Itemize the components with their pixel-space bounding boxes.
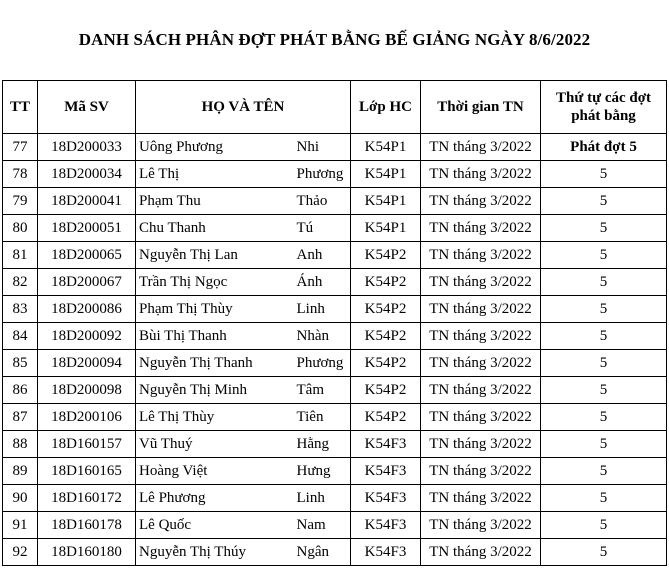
cell-ma-sv: 18D160180 xyxy=(38,539,136,566)
cell-thoi-gian: TN tháng 3/2022 xyxy=(421,377,541,404)
cell-tt: 78 xyxy=(3,161,38,188)
cell-ho: Phạm Thị Thùy xyxy=(136,296,296,323)
table-row xyxy=(3,539,667,566)
cell-tt: 87 xyxy=(3,404,38,431)
cell-thoi-gian: TN tháng 3/2022 xyxy=(421,539,541,566)
table-row xyxy=(3,431,667,458)
cell-dot: 5 xyxy=(541,296,667,323)
cell-tt: 80 xyxy=(3,215,38,242)
header-ma-sv: Mã SV xyxy=(38,81,136,134)
cell-dot: 5 xyxy=(541,188,667,215)
cell-dot: 5 xyxy=(541,539,667,566)
cell-lop: K54P2 xyxy=(351,296,421,323)
cell-dot: 5 xyxy=(541,350,667,377)
cell-lop: K54F3 xyxy=(351,458,421,485)
cell-lop: K54P1 xyxy=(351,134,421,161)
table-row xyxy=(3,242,667,269)
cell-ten: Ánh xyxy=(296,269,351,296)
cell-lop: K54P1 xyxy=(351,215,421,242)
cell-dot: Phát đợt 5 xyxy=(541,134,667,161)
cell-tt: 84 xyxy=(3,323,38,350)
cell-dot: 5 xyxy=(541,431,667,458)
cell-ho: Hoàng Việt xyxy=(136,458,296,485)
cell-ma-sv: 18D200051 xyxy=(38,215,136,242)
cell-lop: K54F3 xyxy=(351,431,421,458)
cell-ma-sv: 18D160157 xyxy=(38,431,136,458)
table-row xyxy=(3,323,667,350)
cell-tt: 83 xyxy=(3,296,38,323)
table-row xyxy=(3,485,667,512)
cell-dot: 5 xyxy=(541,242,667,269)
cell-ma-sv: 18D200092 xyxy=(38,323,136,350)
cell-ho: Lê Phương xyxy=(136,485,296,512)
cell-ten: Phương xyxy=(296,350,351,377)
cell-ho: Bùi Thị Thanh xyxy=(136,323,296,350)
cell-lop: K54P2 xyxy=(351,404,421,431)
table-row xyxy=(3,134,667,161)
cell-ten: Tiên xyxy=(296,404,351,431)
cell-ten: Anh xyxy=(296,242,351,269)
cell-tt: 89 xyxy=(3,458,38,485)
student-table xyxy=(2,80,667,566)
cell-ten: Hưng xyxy=(296,458,351,485)
cell-dot: 5 xyxy=(541,512,667,539)
cell-tt: 81 xyxy=(3,242,38,269)
cell-ma-sv: 18D200098 xyxy=(38,377,136,404)
table-row xyxy=(3,350,667,377)
cell-thoi-gian: TN tháng 3/2022 xyxy=(421,188,541,215)
cell-ho: Uông Phương xyxy=(136,134,296,161)
cell-thoi-gian: TN tháng 3/2022 xyxy=(421,458,541,485)
cell-ten: Nam xyxy=(296,512,351,539)
header-lop: Lớp HC xyxy=(351,81,421,134)
cell-ten: Tú xyxy=(296,215,351,242)
cell-lop: K54F3 xyxy=(351,485,421,512)
cell-dot: 5 xyxy=(541,404,667,431)
cell-ma-sv: 18D160178 xyxy=(38,512,136,539)
table-row xyxy=(3,458,667,485)
cell-ho: Nguyễn Thị Lan xyxy=(136,242,296,269)
cell-tt: 90 xyxy=(3,485,38,512)
cell-ho: Lê Quốc xyxy=(136,512,296,539)
cell-ma-sv: 18D200086 xyxy=(38,296,136,323)
table-row xyxy=(3,161,667,188)
cell-dot: 5 xyxy=(541,215,667,242)
cell-ten: Ngân xyxy=(296,539,351,566)
table-row xyxy=(3,404,667,431)
cell-ma-sv: 18D200033 xyxy=(38,134,136,161)
cell-lop: K54P2 xyxy=(351,377,421,404)
cell-ten: Nhàn xyxy=(296,323,351,350)
header-thu-tu: Thứ tự các đợt phát bằng xyxy=(541,81,667,134)
cell-thoi-gian: TN tháng 3/2022 xyxy=(421,350,541,377)
cell-thoi-gian: TN tháng 3/2022 xyxy=(421,485,541,512)
cell-tt: 91 xyxy=(3,512,38,539)
cell-tt: 86 xyxy=(3,377,38,404)
cell-thoi-gian: TN tháng 3/2022 xyxy=(421,323,541,350)
cell-ho: Lê Thị Thùy xyxy=(136,404,296,431)
cell-thoi-gian: TN tháng 3/2022 xyxy=(421,161,541,188)
cell-ten: Hằng xyxy=(296,431,351,458)
cell-lop: K54P1 xyxy=(351,161,421,188)
cell-tt: 85 xyxy=(3,350,38,377)
cell-lop: K54P2 xyxy=(351,323,421,350)
cell-ten: Linh xyxy=(296,485,351,512)
cell-thoi-gian: TN tháng 3/2022 xyxy=(421,404,541,431)
cell-lop: K54P2 xyxy=(351,269,421,296)
cell-ma-sv: 18D160172 xyxy=(38,485,136,512)
cell-thoi-gian: TN tháng 3/2022 xyxy=(421,242,541,269)
cell-tt: 77 xyxy=(3,134,38,161)
cell-ho: Nguyễn Thị Thanh xyxy=(136,350,296,377)
cell-tt: 79 xyxy=(3,188,38,215)
table-row xyxy=(3,188,667,215)
page-title: DANH SÁCH PHÂN ĐỢT PHÁT BẰNG BẾ GIẢNG NGÀY 8/6/2022 xyxy=(78,30,591,49)
cell-dot: 5 xyxy=(541,485,667,512)
cell-dot: 5 xyxy=(541,269,667,296)
cell-ho: Nguyễn Thị Minh xyxy=(136,377,296,404)
cell-lop: K54P2 xyxy=(351,242,421,269)
cell-tt: 82 xyxy=(3,269,38,296)
cell-ma-sv: 18D200067 xyxy=(38,269,136,296)
cell-ho: Chu Thanh xyxy=(136,215,296,242)
cell-ten: Tâm xyxy=(296,377,351,404)
cell-thoi-gian: TN tháng 3/2022 xyxy=(421,512,541,539)
cell-ma-sv: 18D200034 xyxy=(38,161,136,188)
cell-dot: 5 xyxy=(541,458,667,485)
table-row xyxy=(3,377,667,404)
cell-dot: 5 xyxy=(541,377,667,404)
table-row xyxy=(3,296,667,323)
cell-ten: Thảo xyxy=(296,188,351,215)
cell-ten: Linh xyxy=(296,296,351,323)
cell-ho: Lê Thị xyxy=(136,161,296,188)
cell-ho: Vũ Thuý xyxy=(136,431,296,458)
cell-dot: 5 xyxy=(541,323,667,350)
table-body xyxy=(3,134,667,566)
cell-ten: Phương xyxy=(296,161,351,188)
cell-lop: K54F3 xyxy=(351,539,421,566)
cell-lop: K54P1 xyxy=(351,188,421,215)
header-thoi-gian: Thời gian TN xyxy=(421,81,541,134)
cell-ma-sv: 18D160165 xyxy=(38,458,136,485)
cell-ma-sv: 18D200065 xyxy=(38,242,136,269)
header-ho-ten: HỌ VÀ TÊN xyxy=(136,81,351,134)
cell-lop: K54P2 xyxy=(351,350,421,377)
table-row xyxy=(3,269,667,296)
cell-lop: K54F3 xyxy=(351,512,421,539)
cell-thoi-gian: TN tháng 3/2022 xyxy=(421,296,541,323)
header-row xyxy=(3,81,667,134)
cell-thoi-gian: TN tháng 3/2022 xyxy=(421,431,541,458)
cell-tt: 92 xyxy=(3,539,38,566)
cell-tt: 88 xyxy=(3,431,38,458)
cell-dot: 5 xyxy=(541,161,667,188)
table-row xyxy=(3,512,667,539)
cell-ma-sv: 18D200094 xyxy=(38,350,136,377)
cell-ma-sv: 18D200106 xyxy=(38,404,136,431)
cell-ho: Nguyễn Thị Thúy xyxy=(136,539,296,566)
table-row xyxy=(3,215,667,242)
cell-ten: Nhi xyxy=(296,134,351,161)
cell-ho: Trần Thị Ngọc xyxy=(136,269,296,296)
cell-ma-sv: 18D200041 xyxy=(38,188,136,215)
cell-thoi-gian: TN tháng 3/2022 xyxy=(421,269,541,296)
cell-thoi-gian: TN tháng 3/2022 xyxy=(421,215,541,242)
header-tt: TT xyxy=(3,81,38,134)
cell-thoi-gian: TN tháng 3/2022 xyxy=(421,134,541,161)
cell-ho: Phạm Thu xyxy=(136,188,296,215)
